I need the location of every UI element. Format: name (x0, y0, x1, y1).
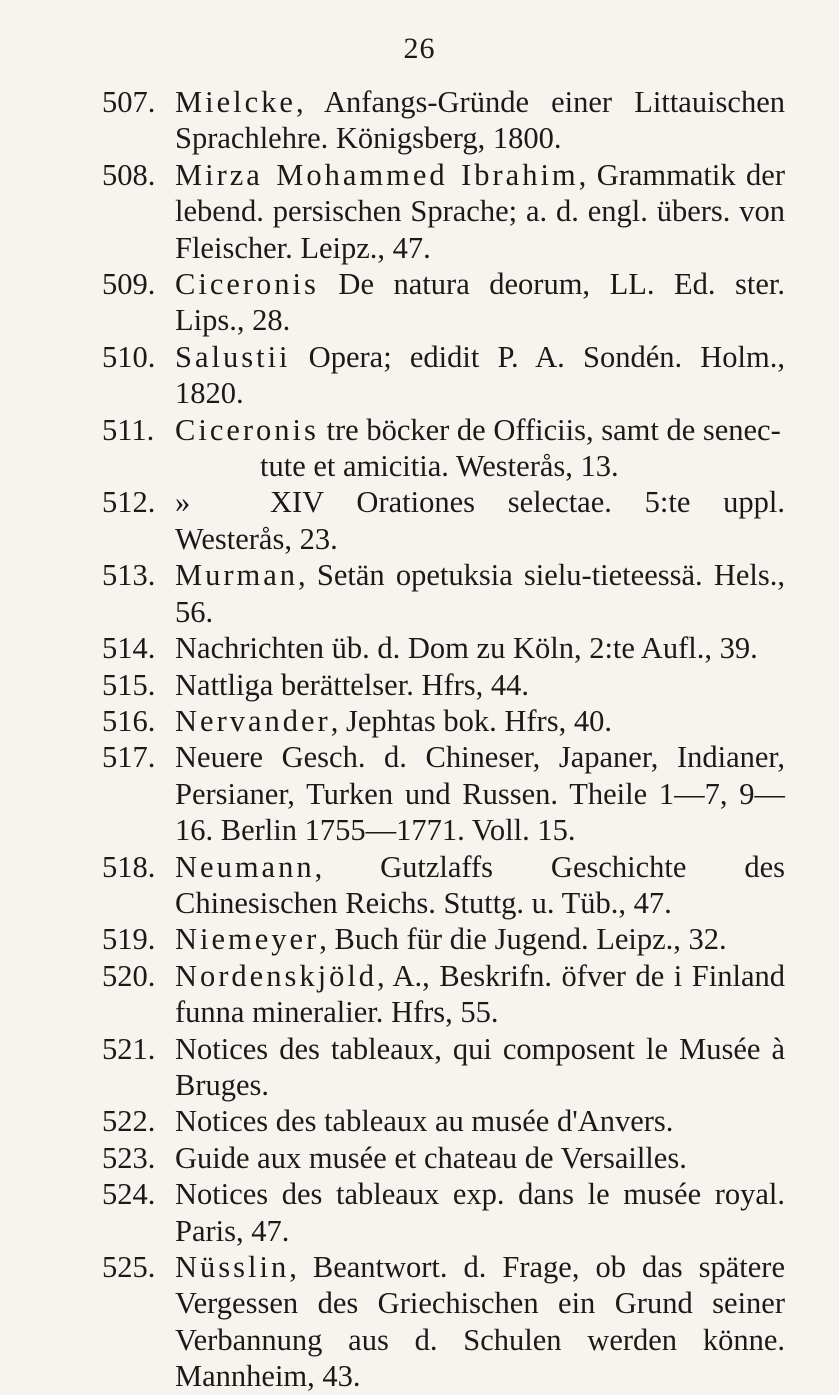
entry-number: 513. (102, 558, 156, 593)
entry-author: Mielcke (175, 85, 296, 119)
entry-text: Opera; edidit P. A. Sondén. Holm., 1820. (175, 339, 785, 411)
entry-number: 519. (102, 922, 156, 957)
entry-author: Nordenskjöld (175, 958, 378, 993)
entry-number: 509. (102, 267, 156, 302)
entry-text: Notices des tableaux exp. dans le musée royal. Paris, 47. (175, 1177, 785, 1248)
entry-number: 521. (102, 1031, 156, 1066)
catalog-entry (0, 849, 839, 922)
entry-text: Guide aux musée et chateau de Versailles. (175, 1140, 687, 1175)
entry-text: , A., Beskrifn. öfver de i Finland funna mineralier. Hfrs, 55. (175, 958, 785, 1030)
entry-author: Nüsslin (175, 1250, 290, 1284)
catalog-entry (0, 1140, 839, 1176)
entry-text: , Grammatik der lebend. persischen Sprache; a. d. engl. übers. von Fleischer. Leipz., 47. (175, 157, 785, 265)
entry-author: Neumann (175, 849, 315, 884)
ditto-mark: » (175, 485, 191, 520)
entry-author: Salustii (175, 339, 291, 374)
entry-text: Notices des tableaux au musée d'Anvers. (175, 1104, 674, 1139)
catalog-entry (0, 1031, 839, 1104)
entry-text: Nachrichten üb. d. Dom zu Köln, 2:te Aufl., 39. (175, 631, 758, 666)
entry-number: 510. (102, 339, 156, 374)
catalog-entry (0, 339, 839, 412)
entry-number: 524. (102, 1177, 156, 1212)
entry-text: , Beantwort. d. Frage, ob das spätere Vergessen des Griechischen ein Grund seiner Verbannung aus d. Schulen werden könne. Mannheim, 43. (175, 1250, 785, 1394)
entry-text: Notices des tableaux, qui composent le Musée à Bruges. (175, 1031, 785, 1102)
catalog-entry (0, 739, 839, 848)
entry-number: 508. (102, 157, 156, 192)
entry-number: 517. (102, 740, 156, 775)
catalog-entry (0, 1103, 839, 1139)
entry-text: Nattliga berättelser. Hfrs, 44. (175, 667, 530, 702)
catalog-entry (0, 958, 839, 1031)
entry-number: 516. (102, 703, 156, 738)
entry-text: , Jephtas bok. Hfrs, 40. (330, 703, 612, 738)
catalog-entry (0, 921, 839, 957)
entry-author: Niemeyer (175, 922, 320, 957)
entry-number: 515. (102, 667, 156, 702)
entry-number: 507. (102, 85, 156, 119)
entry-number: 522. (102, 1104, 156, 1139)
entry-author: Ciceronis (175, 412, 319, 447)
entry-text: , Anfangs-Gründe einer Littauischen Sprachlehre. Königsberg, 1800. (175, 85, 785, 156)
entry-number: 525. (102, 1250, 156, 1284)
entry-text: Neuere Gesch. d. Chineser, Japaner, Indianer, Persianer, Turken und Russen. Theile 1—7, 9—16. Berlin 1755—1771. Voll. 15. (175, 740, 785, 848)
catalog-entry (0, 1249, 839, 1395)
entry-number: 514. (102, 631, 156, 666)
entry-number: 512. (102, 485, 156, 520)
entry-author: Ciceronis (175, 267, 319, 302)
catalog-entry (0, 484, 839, 557)
entry-number: 520. (102, 958, 156, 993)
catalog-entry (0, 703, 839, 739)
catalog-entry (0, 557, 839, 630)
entry-text: XIV Orationes selectae. 5:te uppl. Westerås, 23. (175, 485, 785, 556)
entry-continuation: tute et amicitia. Westerås, 13. (260, 449, 619, 484)
entry-author: Nervander (175, 703, 331, 738)
entry-text: De natura deorum, LL. Ed. ster. Lips., 28. (175, 267, 785, 338)
entry-number: 511. (102, 412, 155, 447)
entry-text: , Buch für die Jugend. Leipz., 32. (319, 922, 727, 957)
catalog-entry (0, 630, 839, 666)
page-number: 26 (403, 32, 436, 65)
catalog-entry (0, 412, 839, 485)
catalog-entry (0, 266, 839, 339)
catalog-entry (0, 1176, 839, 1249)
entry-number: 523. (102, 1140, 156, 1175)
entry-text: , Gutzlaffs Geschichte des Chinesischen Reichs. Stuttg. u. Tüb., 47. (175, 849, 785, 920)
entry-text: tre böcker de Officiis, samt de senec- (318, 412, 781, 447)
catalog-entry (0, 157, 839, 266)
entry-author: Mirza Mohammed Ibrahim (175, 157, 579, 192)
entry-author: Murman (175, 558, 299, 593)
catalog-entry (0, 84, 839, 157)
entry-text: , Setän opetuksia sielu-tieteessä. Hels., 56. (175, 558, 785, 629)
catalog-entry (0, 667, 839, 703)
entry-number: 518. (102, 849, 156, 884)
catalog-list (0, 84, 839, 1395)
